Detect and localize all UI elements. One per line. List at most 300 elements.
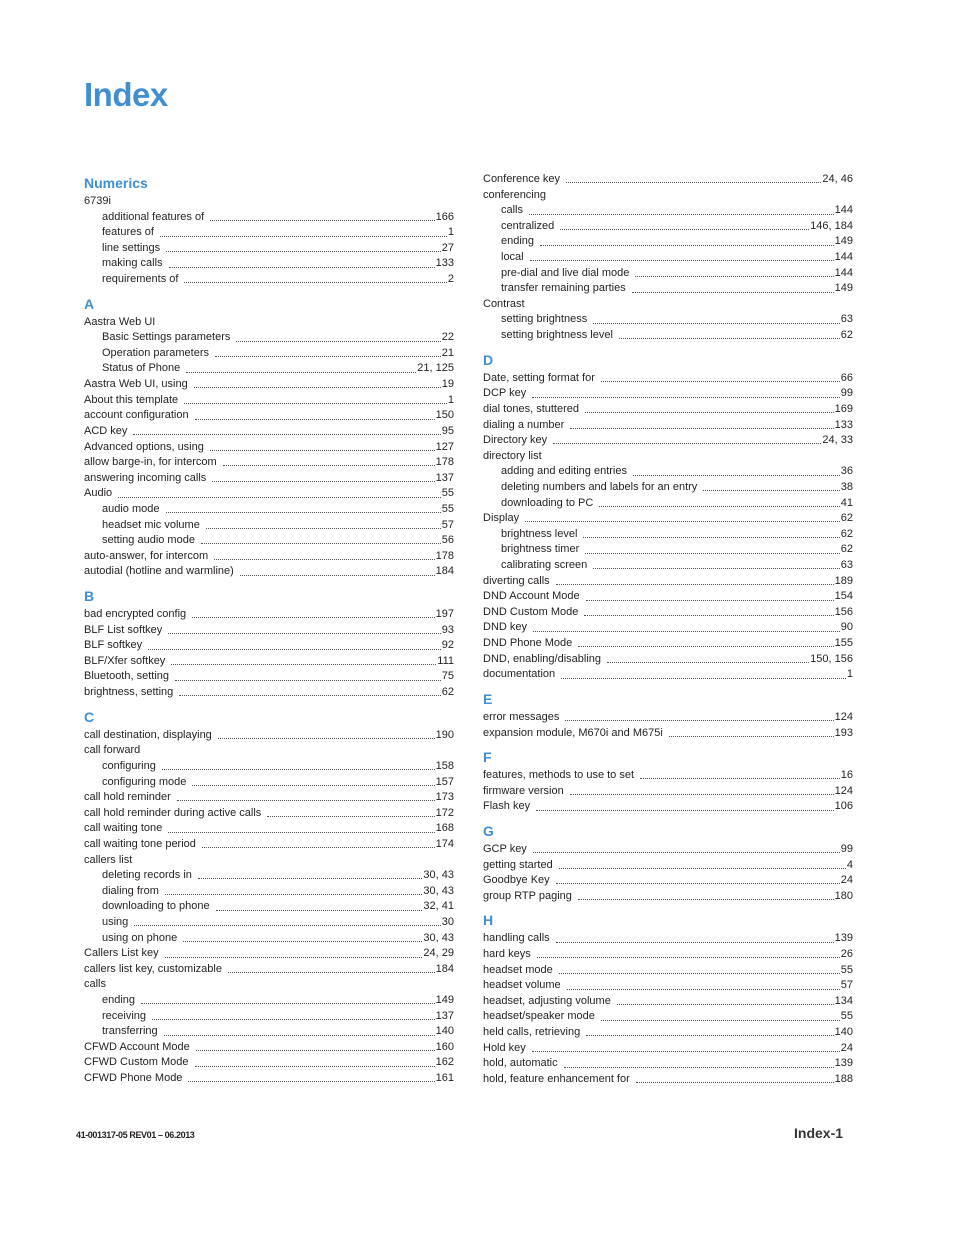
entry-term: deleting records in	[102, 869, 192, 882]
entry-page-number: 57	[840, 979, 853, 992]
index-subentry	[84, 1024, 454, 1040]
entry-term: ending	[501, 235, 535, 248]
index-entry	[483, 386, 853, 402]
entry-term: GCP key	[483, 842, 527, 855]
entry-page-number: 160	[435, 1040, 454, 1053]
index-entry	[483, 297, 853, 313]
index-section	[483, 904, 853, 1087]
index-entry	[84, 1040, 454, 1056]
index-subentry	[483, 266, 853, 282]
dot-leader	[532, 397, 840, 398]
entry-page-number: 92	[441, 639, 454, 652]
entry-term: transfer remaining parties	[501, 282, 626, 295]
index-subentry	[483, 527, 853, 543]
page-number: Index-1	[794, 1125, 844, 1141]
entry-page-number: 140	[834, 1026, 853, 1039]
dot-leader	[570, 428, 833, 429]
index-entry	[84, 393, 454, 409]
entry-term: hold, automatic	[483, 1057, 558, 1070]
entry-term: autodial (hotline and warmline)	[84, 565, 234, 578]
dot-leader	[619, 338, 840, 339]
index-entry	[84, 946, 454, 962]
entry-term: DND Phone Mode	[483, 637, 573, 650]
index-entry	[84, 408, 454, 424]
dot-leader	[228, 972, 435, 973]
section-letter-heading: H	[483, 912, 494, 929]
entry-term: answering incoming calls	[84, 471, 207, 484]
index-subentry	[84, 931, 454, 947]
index-entry	[483, 402, 853, 418]
index-subentry	[483, 558, 853, 574]
dot-leader	[537, 957, 840, 958]
dot-leader	[212, 481, 434, 482]
index-section	[84, 701, 454, 1087]
index-entry	[483, 873, 853, 889]
index-entry	[84, 806, 454, 822]
index-entry	[84, 837, 454, 853]
index-subentry	[483, 234, 853, 250]
entry-term: transferring	[102, 1025, 158, 1038]
index-entry	[483, 636, 853, 652]
document-number: 41-001317-05 REV01 – 06.2013	[76, 1130, 195, 1140]
entry-term: downloading to phone	[102, 900, 210, 913]
entry-term: configuring	[102, 759, 156, 772]
entry-term: documentation	[483, 668, 556, 681]
index-entry	[483, 799, 853, 815]
index-column-right	[483, 172, 853, 1087]
dot-leader	[559, 868, 846, 869]
section-letter-heading: Numerics	[84, 175, 148, 191]
dot-leader	[166, 251, 441, 252]
entry-page-number: 139	[834, 932, 853, 945]
entry-page-number: 133	[834, 418, 853, 431]
index-subentry	[483, 312, 853, 328]
entry-page-number: 95	[441, 424, 454, 437]
entry-page-number: 158	[435, 759, 454, 772]
dot-leader	[141, 1003, 435, 1004]
index-entry	[84, 623, 454, 639]
entry-page-number: 55	[441, 487, 454, 500]
entry-page-number: 30, 43	[423, 869, 454, 882]
entry-page-number: 57	[441, 518, 454, 531]
index-entry	[483, 889, 853, 905]
entry-page-number: 144	[834, 204, 853, 217]
entry-term: ending	[102, 994, 136, 1007]
index-subentry	[84, 272, 454, 288]
entry-page-number: 75	[441, 670, 454, 683]
entry-term: local	[501, 251, 524, 264]
section-letter-heading: E	[483, 690, 493, 707]
entry-page-number: 62	[840, 512, 853, 525]
entry-term: DND Custom Mode	[483, 605, 579, 618]
entry-page-number: 150	[435, 409, 454, 422]
entry-page-number: 30, 43	[423, 931, 454, 944]
dot-leader	[240, 575, 435, 576]
dot-leader	[195, 1066, 435, 1067]
dot-leader	[601, 381, 840, 382]
entry-term: expansion module, M670i and M675i	[483, 726, 663, 739]
entry-term: Bluetooth, setting	[84, 670, 170, 683]
index-subentry	[84, 361, 454, 377]
entry-term: DND key	[483, 621, 528, 634]
index-subentry	[84, 533, 454, 549]
dot-leader	[216, 910, 423, 911]
dot-leader	[206, 528, 441, 529]
dot-leader	[540, 245, 834, 246]
entry-page-number: 21, 125	[417, 362, 454, 375]
entry-page-number: 19	[441, 378, 454, 391]
entry-page-number: 137	[435, 471, 454, 484]
index-entry	[84, 1055, 454, 1071]
entry-term: dialing a number	[483, 418, 565, 431]
entry-page-number: 146, 184	[810, 219, 853, 232]
entry-page-number: 162	[435, 1056, 454, 1069]
index-entry	[84, 424, 454, 440]
entry-term: Conference key	[483, 173, 561, 185]
dot-leader	[607, 662, 809, 663]
index-subentry	[84, 502, 454, 518]
entry-page-number: 16	[840, 769, 853, 782]
entry-term: additional features of	[102, 210, 205, 223]
index-entry	[483, 667, 853, 683]
entry-term: group RTP paging	[483, 889, 572, 902]
entry-page-number: 21	[441, 346, 454, 359]
index-subentry	[84, 330, 454, 346]
entry-term: calls	[501, 204, 524, 217]
entry-term: Callers List key	[84, 947, 159, 960]
entry-term: conferencing	[483, 188, 546, 201]
entry-term: line settings	[102, 241, 161, 254]
index-subentry	[84, 256, 454, 272]
entry-term: handling calls	[483, 932, 550, 945]
entry-term: allow barge-in, for intercom	[84, 456, 217, 469]
dot-leader	[162, 769, 435, 770]
entry-term: setting audio mode	[102, 534, 195, 547]
index-entry	[84, 977, 454, 993]
index-entry	[483, 605, 853, 621]
dot-leader	[177, 800, 435, 801]
dot-leader	[236, 341, 440, 342]
entry-page-number: 62	[840, 527, 853, 540]
dot-leader	[192, 617, 435, 618]
entry-term: using on phone	[102, 931, 178, 944]
dot-leader	[565, 720, 833, 721]
dot-leader	[567, 989, 840, 990]
entry-page-number: 144	[834, 266, 853, 279]
entry-page-number: 169	[834, 402, 853, 415]
dot-leader	[152, 1019, 435, 1020]
index-entry	[483, 418, 853, 434]
entry-page-number: 24, 29	[423, 947, 454, 960]
index-subentry	[84, 346, 454, 362]
index-subentry	[483, 328, 853, 344]
dot-leader	[171, 664, 436, 665]
index-subentry	[483, 480, 853, 496]
dot-leader	[134, 925, 440, 926]
entry-page-number: 24, 33	[822, 434, 853, 447]
index-entry	[483, 768, 853, 784]
dot-leader	[586, 1035, 833, 1036]
dot-leader	[584, 615, 833, 616]
entry-term: deleting numbers and labels for an entry	[501, 480, 698, 493]
entry-page-number: 133	[435, 257, 454, 270]
section-letter-heading: D	[483, 351, 494, 368]
index-entry	[84, 685, 454, 701]
index-entry	[84, 564, 454, 580]
dot-leader	[133, 434, 440, 435]
dot-leader	[601, 1020, 840, 1021]
entry-term: auto-answer, for intercom	[84, 549, 209, 562]
entry-term: configuring mode	[102, 775, 187, 788]
index-subentry	[84, 225, 454, 241]
entry-page-number: 184	[435, 962, 454, 975]
entry-term: BLF softkey	[84, 639, 143, 652]
entry-page-number: 139	[834, 1057, 853, 1070]
entry-page-number: 166	[435, 210, 454, 223]
entry-page-number: 62	[840, 543, 853, 556]
entry-page-number: 137	[435, 1009, 454, 1022]
entry-page-number: 157	[435, 775, 454, 788]
dot-leader	[223, 465, 435, 466]
entry-page-number: 168	[435, 822, 454, 835]
entry-page-number: 24, 46	[822, 173, 853, 185]
index-subentry	[84, 899, 454, 915]
index-entry	[84, 962, 454, 978]
entry-page-number: 156	[834, 605, 853, 618]
entry-term: Advanced options, using	[84, 440, 204, 453]
entry-term: setting brightness	[501, 313, 588, 326]
entry-term: Flash key	[483, 800, 531, 813]
index-subentry	[84, 775, 454, 791]
dot-leader	[570, 794, 834, 795]
entry-term: headset mode	[483, 963, 553, 976]
index-subentry	[483, 203, 853, 219]
index-subentry	[84, 1009, 454, 1025]
dot-leader	[202, 847, 435, 848]
entry-page-number: 188	[834, 1072, 853, 1085]
entry-page-number: 1	[846, 668, 853, 681]
index-section	[483, 344, 853, 683]
dot-leader	[215, 356, 441, 357]
dot-leader	[267, 816, 434, 817]
index-section	[483, 683, 853, 741]
entry-page-number: 178	[435, 549, 454, 562]
dot-leader	[564, 1067, 834, 1068]
index-section	[84, 172, 454, 288]
dot-leader	[578, 646, 833, 647]
dot-leader	[559, 973, 840, 974]
index-entry	[483, 589, 853, 605]
dot-leader	[599, 506, 839, 507]
dot-leader	[160, 236, 447, 237]
index-entry	[84, 194, 454, 210]
entry-page-number: 62	[840, 329, 853, 342]
dot-leader	[195, 419, 435, 420]
dot-leader	[556, 584, 834, 585]
index-entry	[483, 172, 853, 188]
entry-page-number: 140	[435, 1025, 454, 1038]
dot-leader	[553, 443, 821, 444]
entry-page-number: 36	[840, 465, 853, 478]
dot-leader	[556, 883, 840, 884]
entry-term: account configuration	[84, 409, 189, 422]
index-entry	[84, 1071, 454, 1087]
entry-term: Basic Settings parameters	[102, 331, 231, 344]
index-entry	[483, 449, 853, 465]
entry-page-number: 55	[840, 1010, 853, 1023]
dot-leader	[192, 785, 434, 786]
index-entry	[84, 654, 454, 670]
dot-leader	[183, 941, 422, 942]
index-entry	[84, 377, 454, 393]
entry-term: callers list	[84, 853, 133, 866]
index-subentry	[483, 542, 853, 558]
index-entry	[483, 371, 853, 387]
entry-term: headset/speaker mode	[483, 1010, 595, 1023]
entry-term: DND Account Mode	[483, 590, 580, 603]
entry-term: calls	[84, 978, 107, 991]
index-entry	[483, 1056, 853, 1072]
entry-page-number: 55	[840, 963, 853, 976]
entry-term: dial tones, stuttered	[483, 402, 580, 415]
index-entry	[483, 978, 853, 994]
entry-term: call waiting tone	[84, 822, 163, 835]
dot-leader	[617, 1004, 834, 1005]
index-subentry	[84, 518, 454, 534]
dot-leader	[166, 512, 441, 513]
dot-leader	[585, 412, 834, 413]
entry-page-number: 27	[441, 241, 454, 254]
index-entry	[483, 1041, 853, 1057]
entry-page-number: 144	[834, 251, 853, 264]
dot-leader	[561, 678, 846, 679]
dot-leader	[635, 276, 833, 277]
dot-leader	[583, 537, 839, 538]
entry-term: audio mode	[102, 502, 160, 515]
entry-term: brightness timer	[501, 543, 580, 556]
index-subentry	[84, 884, 454, 900]
dot-leader	[533, 631, 840, 632]
dot-leader	[198, 878, 423, 879]
index-entry	[84, 853, 454, 869]
section-letter-heading: B	[84, 588, 95, 605]
entry-page-number: 174	[435, 837, 454, 850]
entry-page-number: 154	[834, 590, 853, 603]
index-entry	[84, 315, 454, 331]
index-entry	[84, 455, 454, 471]
dot-leader	[593, 323, 840, 324]
dot-leader	[556, 942, 834, 943]
dot-leader	[533, 852, 840, 853]
dot-leader	[148, 649, 441, 650]
dot-leader	[585, 553, 839, 554]
entry-term: call hold reminder during active calls	[84, 806, 262, 819]
entry-page-number: 63	[840, 559, 853, 572]
entry-page-number: 184	[435, 565, 454, 578]
index-entry	[483, 858, 853, 874]
index-section	[483, 741, 853, 815]
index-entry	[84, 743, 454, 759]
index-subentry	[84, 210, 454, 226]
entry-page-number: 2	[447, 273, 454, 286]
entry-term: callers list key, customizable	[84, 962, 222, 975]
entry-term: adding and editing entries	[501, 465, 627, 478]
dot-leader	[201, 543, 441, 544]
entry-page-number: 24	[840, 874, 853, 887]
index-entry	[483, 963, 853, 979]
entry-page-number: 155	[834, 637, 853, 650]
entry-term: Goodbye Key	[483, 874, 550, 887]
dot-leader	[593, 568, 840, 569]
index-entry	[483, 994, 853, 1010]
dot-leader	[214, 559, 435, 560]
entry-page-number: 173	[435, 791, 454, 804]
index-entry	[84, 440, 454, 456]
entry-term: dialing from	[102, 884, 159, 897]
entry-page-number: 26	[840, 947, 853, 960]
entry-page-number: 99	[840, 387, 853, 400]
entry-page-number: 134	[834, 994, 853, 1007]
entry-term: requirements of	[102, 273, 179, 286]
dot-leader	[632, 292, 834, 293]
dot-leader	[168, 832, 434, 833]
dot-leader	[578, 899, 834, 900]
entry-term: brightness level	[501, 527, 578, 540]
dot-leader	[529, 214, 834, 215]
entry-term: headset volume	[483, 979, 561, 992]
entry-term: 6739i	[84, 195, 111, 207]
entry-term: centralized	[501, 219, 555, 232]
index-subentry	[84, 993, 454, 1009]
entry-page-number: 178	[435, 456, 454, 469]
index-entry	[483, 1009, 853, 1025]
entry-page-number: 149	[834, 235, 853, 248]
dot-leader	[196, 1050, 435, 1051]
index-section	[483, 172, 853, 344]
entry-term: BLF List softkey	[84, 623, 163, 636]
entry-term: DND, enabling/disabling	[483, 652, 602, 665]
entry-page-number: 93	[441, 623, 454, 636]
dot-leader	[525, 521, 840, 522]
entry-page-number: 106	[834, 800, 853, 813]
index-subentry	[483, 219, 853, 235]
entry-term: using	[102, 915, 129, 928]
index-entry	[84, 471, 454, 487]
dot-leader	[175, 680, 441, 681]
entry-page-number: 41	[840, 496, 853, 509]
entry-page-number: 149	[435, 994, 454, 1007]
entry-page-number: 24	[840, 1041, 853, 1054]
entry-page-number: 38	[840, 480, 853, 493]
dot-leader	[586, 600, 834, 601]
index-section	[84, 580, 454, 701]
entry-page-number: 197	[435, 608, 454, 621]
entry-term: Audio	[84, 487, 113, 500]
index-entry	[84, 607, 454, 623]
index-entry	[483, 1025, 853, 1041]
entry-page-number: 124	[834, 784, 853, 797]
dot-leader	[165, 957, 423, 958]
entry-term: CFWD Account Mode	[84, 1040, 190, 1053]
entry-page-number: 22	[441, 331, 454, 344]
dot-leader	[636, 1082, 834, 1083]
entry-term: diverting calls	[483, 574, 550, 587]
dot-leader	[210, 220, 435, 221]
entry-term: calibrating screen	[501, 559, 588, 572]
entry-term: features of	[102, 226, 154, 239]
entry-page-number: 190	[435, 728, 454, 741]
entry-term: Hold key	[483, 1041, 526, 1054]
